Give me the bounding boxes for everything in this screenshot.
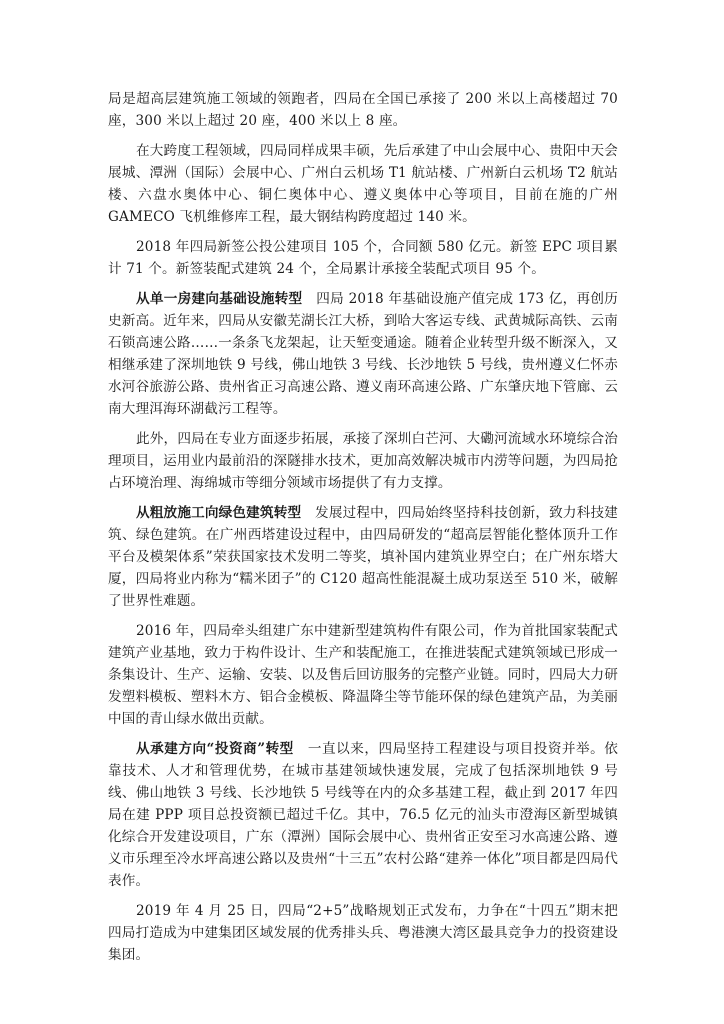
paragraph bbox=[108, 288, 618, 420]
paragraph-text: 四局 2018 年基础设施产值完成 173 亿，再创历史新高。近年来，四局从安徽芜湖长江大桥，到哈大客运专线、武黄城际高铁、云南石锁高速公路……一条条飞龙架起，让天堑变通途。随着企业转型升级不断深入，又相继承建了深圳地铁 9 号线，佛山地铁 3 号线、长沙地铁 5 号线，贵州遵义仁怀赤水河谷旅游公路、贵州省正习高速公路、遵义南环高速公路、广东肇庆地下管廊、云南大理洱海环湖截污工程等。 bbox=[108, 291, 618, 417]
paragraph bbox=[108, 502, 618, 612]
paragraph bbox=[108, 738, 618, 892]
paragraph bbox=[108, 88, 618, 132]
paragraph-text: 发展过程中，四局始终坚持科技创新，致力科技建筑、绿色建筑。在广州西塔建设过程中，由四局研发的“超高层智能化整体顶升工作平台及模架体系”荣获国家技术发明二等奖，填补国内建筑业界空白；在广州东塔大厦，四局将业内称为“糯米团子”的 C120 超高性能混凝土成功泵送至 510 米，破解了世界性难题。 bbox=[108, 505, 618, 609]
paragraph bbox=[108, 900, 618, 966]
paragraph bbox=[108, 428, 618, 494]
paragraph-text: 在大跨度工程领域，四局同样成果丰硕，先后承建了中山会展中心、贵阳中天会展城、潭洲（国际）会展中心、广州白云机场 T1 航站楼、广州新白云机场 T2 航站楼、六盘水奥体中心、铜仁奥体中心、遵义奥体中心等项目，目前在施的广州 GAMECO 飞机维修库工程，最大钢结构跨度超过 140 米。 bbox=[108, 143, 618, 225]
section-lead-heading: 从粗放施工向绿色建筑转型 bbox=[136, 505, 302, 521]
paragraph-text: 2018 年四局新签公投公建项目 105 个，合同额 580 亿元。新签 EPC 项目累计 71 个。新签装配式建筑 24 个，全局累计承接全装配式项目 95 个。 bbox=[108, 239, 618, 277]
paragraph bbox=[108, 620, 618, 730]
paragraph bbox=[108, 236, 618, 280]
paragraph-text: 一直以来，四局坚持工程建设与项目投资并举。依靠技术、人才和管理优势，在城市基建领域快速发展，完成了包括深圳地铁 9 号线、佛山地铁 3 号线、长沙地铁 5 号线等在内的众多基建工程，截止到 2017 年四局在建 PPP 项目总投资额已超过千亿。其中，76.5 亿元的汕头市澄海区新型城镇化综合开发建设项目，广东（潭洲）国际会展中心、贵州省正安至习水高速公路、遵义市乐理至冷水坪高速公路以及贵州“十三五”农村公路“建养一体化”项目都是四局代表作。 bbox=[108, 741, 619, 889]
paragraph-text: 2016 年，四局牵头组建广东中建新型建筑构件有限公司，作为首批国家装配式建筑产业基地，致力于构件设计、生产和装配施工，在推进装配式建筑领域已形成一条集设计、生产、运输、安装、以及售后回访服务的完整产业链。同时，四局大力研发塑料模板、塑料木方、铝合金模板、降温降尘等节能环保的绿色建筑产品，为美丽中国的青山绿水做出贡献。 bbox=[108, 623, 618, 727]
paragraph-text: 2019 年 4 月 25 日，四局“2+5”战略规划正式发布，力争在“十四五”期末把四局打造成为中建集团区域发展的优秀排头兵、粤港澳大湾区最具竞争力的投资建设集团。 bbox=[108, 903, 618, 963]
document-page bbox=[108, 88, 618, 974]
section-lead-heading: 从承建方向“投资商”转型 bbox=[136, 741, 294, 757]
paragraph-text: 此外，四局在专业方面逐步拓展，承接了深圳白芒河、大磡河流域水环境综合治理项目，运用业内最前沿的深隧排水技术，更加高效解决城市内涝等问题，为四局抢占环境治理、海绵城市等细分领域市场提供了有力支撑。 bbox=[108, 431, 618, 491]
paragraph bbox=[108, 140, 618, 228]
paragraph-text: 局是超高层建筑施工领域的领跑者，四局在全国已承接了 200 米以上高楼超过 70 座，300 米以上超过 20 座，400 米以上 8 座。 bbox=[108, 91, 618, 129]
section-lead-heading: 从单一房建向基础设施转型 bbox=[136, 291, 303, 307]
